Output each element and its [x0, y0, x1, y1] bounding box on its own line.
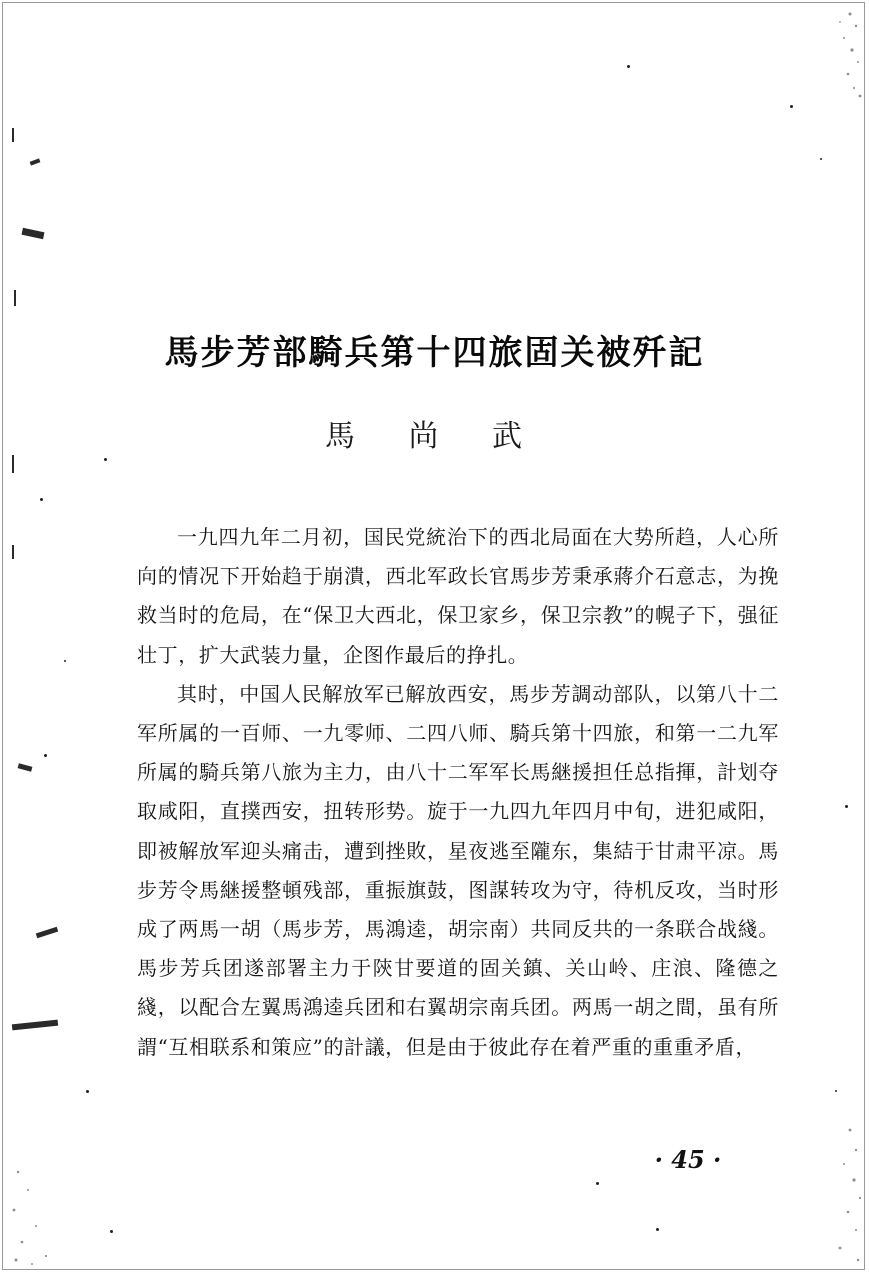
article-title: 馬步芳部騎兵第十四旅固关被歼記: [164, 333, 705, 373]
article-body: [137, 518, 779, 1067]
scan-speck: [596, 1182, 599, 1185]
scan-speck: [845, 805, 848, 808]
scan-speck: [656, 1228, 659, 1231]
scan-speck: [820, 158, 822, 160]
paragraph: 一九四九年二月初，国民党統治下的西北局面在大势所趋，人心所向的情况下开始趋于崩潰，西北军政长官馬步芳秉承蔣介石意志，为挽救当时的危局，在“保卫大西北，保卫家乡，保卫宗教”的幌子下，强征壮丁，扩大武装力量，企图作最后的挣扎。: [137, 525, 779, 667]
scan-speck: [44, 754, 47, 757]
scan-mark-left-7: [14, 290, 16, 306]
scan-speck: [86, 1090, 89, 1093]
paragraph: 其时，中国人民解放军已解放西安，馬步芳調动部队，以第八十二军所属的一百师、一九零师、二四八师、騎兵第十四旅，和第一二九军所属的騎兵第八旅为主力，由八十二军军长馬継援担任总指揮，計划夺取咸阳，直撲西安，扭转形势。旋于一九四九年四月中旬，进犯咸阳，即被解放军迎头痛击，遭到挫敗，星夜逃至隴东，集結于甘肃平凉。馬步芳令馬継援整頓残部，重振旗鼓，图謀转攻为守，待机反攻，当时形成了两馬一胡（馬步芳，馬鴻逵，胡宗南）共同反共的一条联合战綫。馬步芳兵团遂部署主力于陝甘要道的固关鎮、关山岭、庄浪、隆德之綫，以配合左翼馬鴻逵兵团和右翼胡宗南兵团。两馬一胡之間，虽有所謂“互相联系和策应”的計議，但是由于彼此存在着严重的重重矛盾，: [137, 681, 779, 1059]
scan-noise-bottom-right: [820, 1120, 864, 1270]
scan-speck: [835, 1090, 837, 1092]
scan-speck: [790, 105, 793, 108]
author-name: 馬 尚 武: [324, 419, 545, 454]
scan-noise-top-right: [830, 4, 864, 104]
scan-mark-left-6: [12, 128, 14, 142]
scan-noise-bottom-left: [6, 1160, 66, 1270]
scan-speck: [40, 498, 43, 501]
scan-speck: [64, 660, 66, 662]
scan-mark-left-9: [12, 545, 14, 559]
page-number: · 45 ·: [654, 1145, 722, 1174]
scan-speck: [627, 65, 630, 68]
scan-speck: [110, 1230, 113, 1233]
